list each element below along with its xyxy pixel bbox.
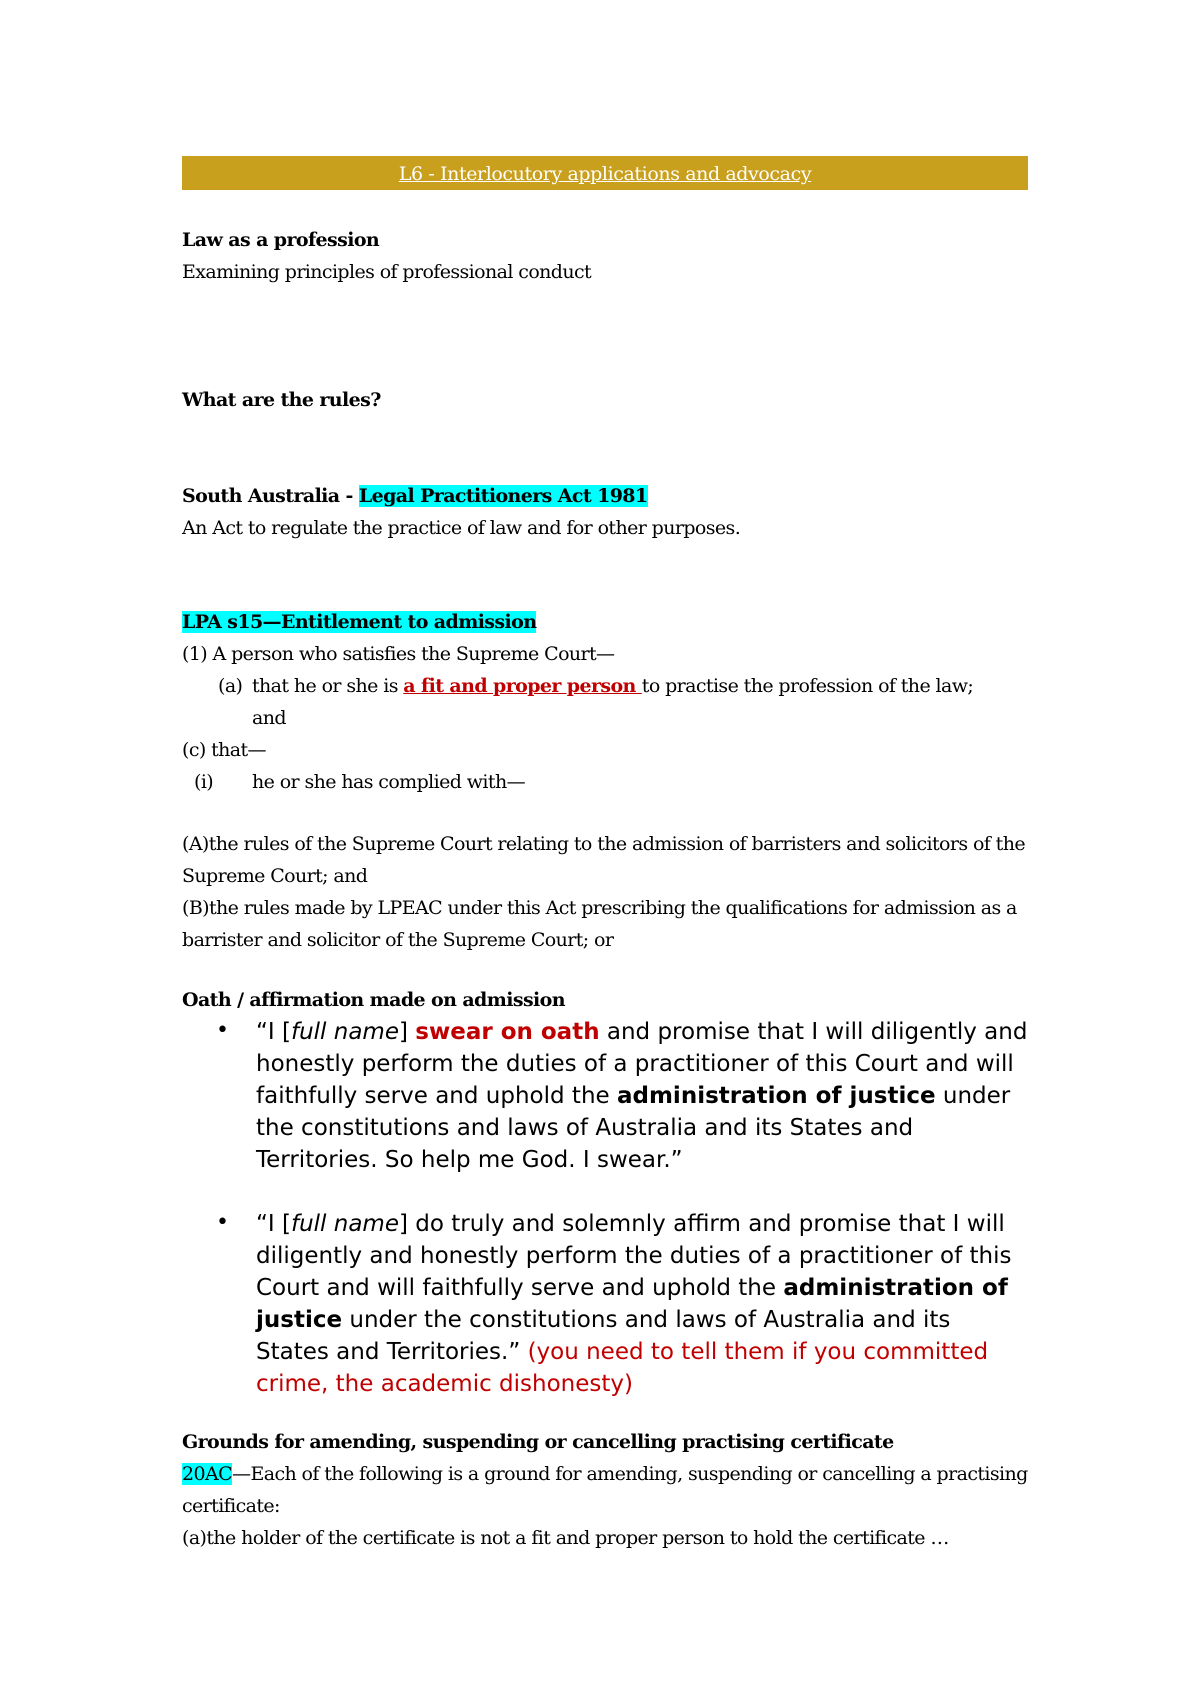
oath-b2-bold: administration of justice: [256, 1275, 1008, 1333]
s15-a-label: (a): [218, 675, 243, 697]
s15-a-cont: and: [252, 707, 286, 729]
s15-a-post: to practise the profession of the law;: [641, 675, 974, 697]
s15-item-a-cont: [182, 702, 1028, 734]
oath-b1-name: full name: [290, 1019, 399, 1045]
s15-heading: LPA s15—Entitlement to admission: [182, 611, 537, 633]
s15-i-label: (i): [194, 771, 214, 793]
grounds-section-number: 20AC: [182, 1463, 233, 1485]
oath-bullet-1: • “I [full name] swear on oath and promise that I will diligently and honestly perform the duties of a practitioner of this Court and will faithfully serve and uphold the administration of justice under the constitutions and laws of Australia and its States and Territories. So help me God. I swear.”: [182, 1016, 1028, 1176]
oath-bullets: [182, 1016, 1028, 1400]
s15-B-text: (B)the rules made by LPEAC under this Act prescribing the qualifications for admission as a barrister and solicitor of the Supreme Court; or: [182, 897, 1017, 951]
s15-A-text: (A)the rules of the Supreme Court relating to the admission of barristers and solicitors of the Supreme Court; and: [182, 833, 1025, 887]
sa-act-name: Legal Practitioners Act 1981: [358, 485, 648, 507]
oath-heading: Oath / affirmation made on admission: [182, 989, 565, 1011]
bullet-icon: •: [216, 1210, 229, 1235]
grounds-heading: Grounds for amending, suspending or cancelling practising certificate: [182, 1431, 894, 1453]
s15-a-pre: that he or she is: [252, 675, 404, 697]
intro-subheading: Examining principles of professional conduct: [182, 261, 592, 283]
rules-section: [182, 384, 1028, 416]
document-title-bar: [182, 156, 1028, 190]
s15-c-line: (c) that—: [182, 739, 266, 761]
s15-item-i: [182, 766, 1028, 798]
intro-heading: Law as a profession: [182, 229, 380, 251]
rules-heading: What are the rules?: [182, 389, 381, 411]
document-title: L6 - Interlocutory applications and advocacy: [398, 163, 812, 185]
s15-a-highlight: a fit and proper person: [403, 675, 642, 697]
s15-section: [182, 606, 1028, 956]
oath-b2-name: full name: [290, 1211, 399, 1237]
grounds-section: [182, 1426, 1028, 1554]
s15-i-text: he or she has complied with—: [252, 771, 525, 793]
oath-bullet-2: • “I [full name] do truly and solemnly affirm and promise that I will diligently and honestly perform the duties of a practitioner of this Court and will faithfully serve and uphold the administration of justice under the constitutions and laws of Australia and its States and Territories.” (you need to tell them if you committed crime, the academic dishonesty): [182, 1208, 1028, 1400]
s15-item-a: [182, 670, 1028, 702]
bullet-icon: •: [216, 1018, 229, 1043]
grounds-a-text: (a)the holder of the certificate is not a fit and proper person to hold the certificate …: [182, 1527, 949, 1549]
sa-section: [182, 480, 1028, 544]
sa-prefix: South Australia -: [182, 485, 359, 507]
grounds-text: —Each of the following is a ground for amending, suspending or cancelling a practising certificate:: [182, 1463, 1028, 1517]
oath-b1-bold: administration of justice: [616, 1083, 936, 1109]
s15-line1: (1) A person who satisfies the Supreme Court—: [182, 643, 615, 665]
oath-b2-red: (you need to tell them if you committed crime, the academic dishonesty): [256, 1339, 989, 1397]
oath-b1-red: swear on oath: [415, 1019, 600, 1045]
oath-heading-wrap: [182, 984, 1028, 1016]
intro-section: [182, 224, 1028, 288]
sa-description: An Act to regulate the practice of law and for other purposes.: [182, 517, 741, 539]
